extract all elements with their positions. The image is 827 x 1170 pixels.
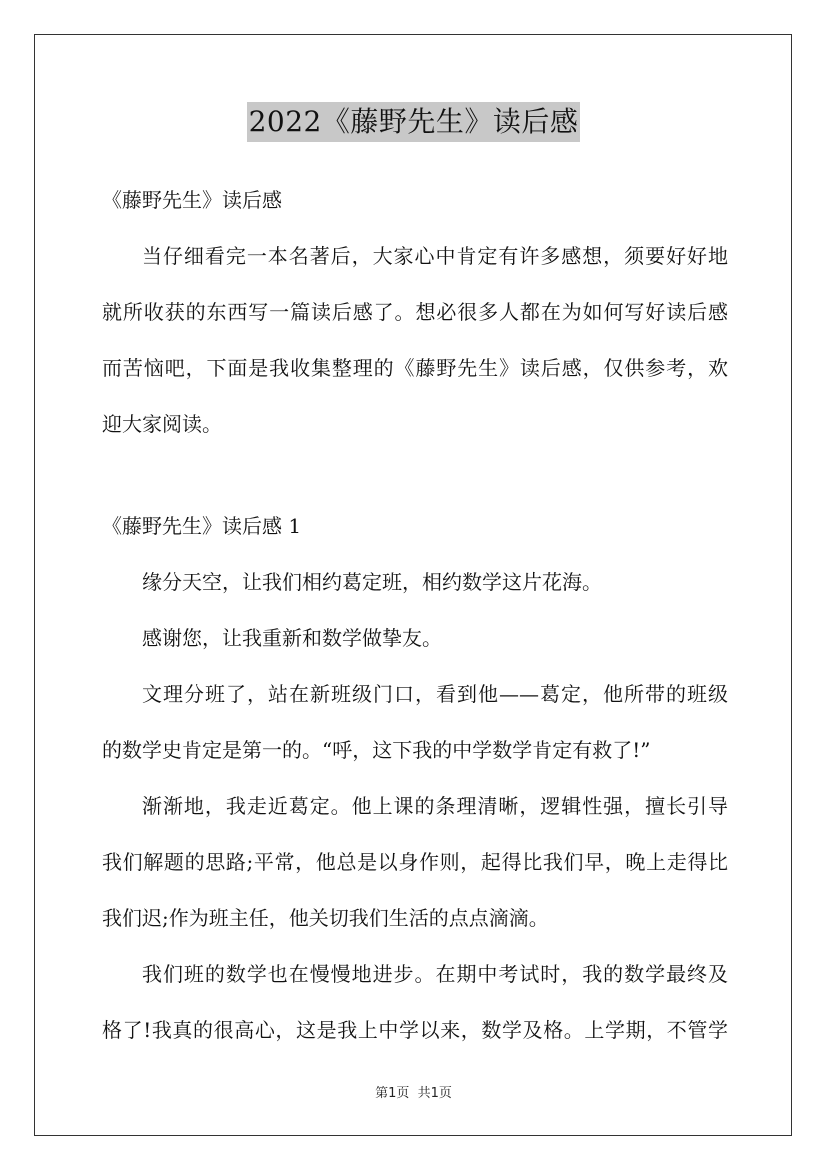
- intro-heading: 《藤野先生》读后感: [102, 188, 282, 212]
- intro-paragraph-line: 当仔细看完一本名著后，大家心中肯定有许多感想，须要好好地: [142, 244, 728, 268]
- section1-heading: 《藤野先生》读后感 1: [102, 514, 302, 538]
- document-body: [102, 172, 728, 1058]
- section-gap: [102, 452, 728, 498]
- document-title: 2022《藤野先生》读后感: [247, 102, 581, 142]
- page-number-label: 第1页 共1页: [375, 1086, 452, 1101]
- title-wrap: [0, 102, 827, 142]
- section1-paragraph-line: 格了!我真的很高心，这是我上中学以来，数学及格。上学期，不管学: [102, 1018, 728, 1042]
- section1-paragraph-line: 我们迟;作为班主任，他关切我们生活的点点滴滴。: [102, 906, 549, 930]
- page-footer: [0, 1082, 827, 1101]
- section1-paragraph-line: 我们班的数学也在慢慢地进步。在期中考试时，我的数学最终及: [142, 962, 728, 986]
- section1-paragraph-line: 文理分班了，站在新班级门口，看到他——葛定，他所带的班级: [142, 682, 728, 706]
- intro-paragraph-line: 而苦恼吧，下面是我收集整理的《藤野先生》读后感，仅供参考，欢: [102, 356, 728, 380]
- intro-paragraph-line: 迎大家阅读。: [102, 412, 222, 436]
- section1-paragraph-line: 感谢您，让我重新和数学做挚友。: [142, 626, 442, 650]
- section1-paragraph-line: 渐渐地，我走近葛定。他上课的条理清晰，逻辑性强，擅长引导: [142, 794, 728, 818]
- intro-paragraph-line: 就所收获的东西写一篇读后感了。想必很多人都在为如何写好读后感: [102, 300, 728, 324]
- section1-paragraph-line: 缘分天空，让我们相约葛定班，相约数学这片花海。: [142, 570, 602, 594]
- section1-paragraph-line: 我们解题的思路;平常，他总是以身作则，起得比我们早，晚上走得比: [102, 850, 728, 874]
- section1-paragraph-line: 的数学史肯定是第一的。“呼，这下我的中学数学肯定有救了!”: [102, 738, 651, 762]
